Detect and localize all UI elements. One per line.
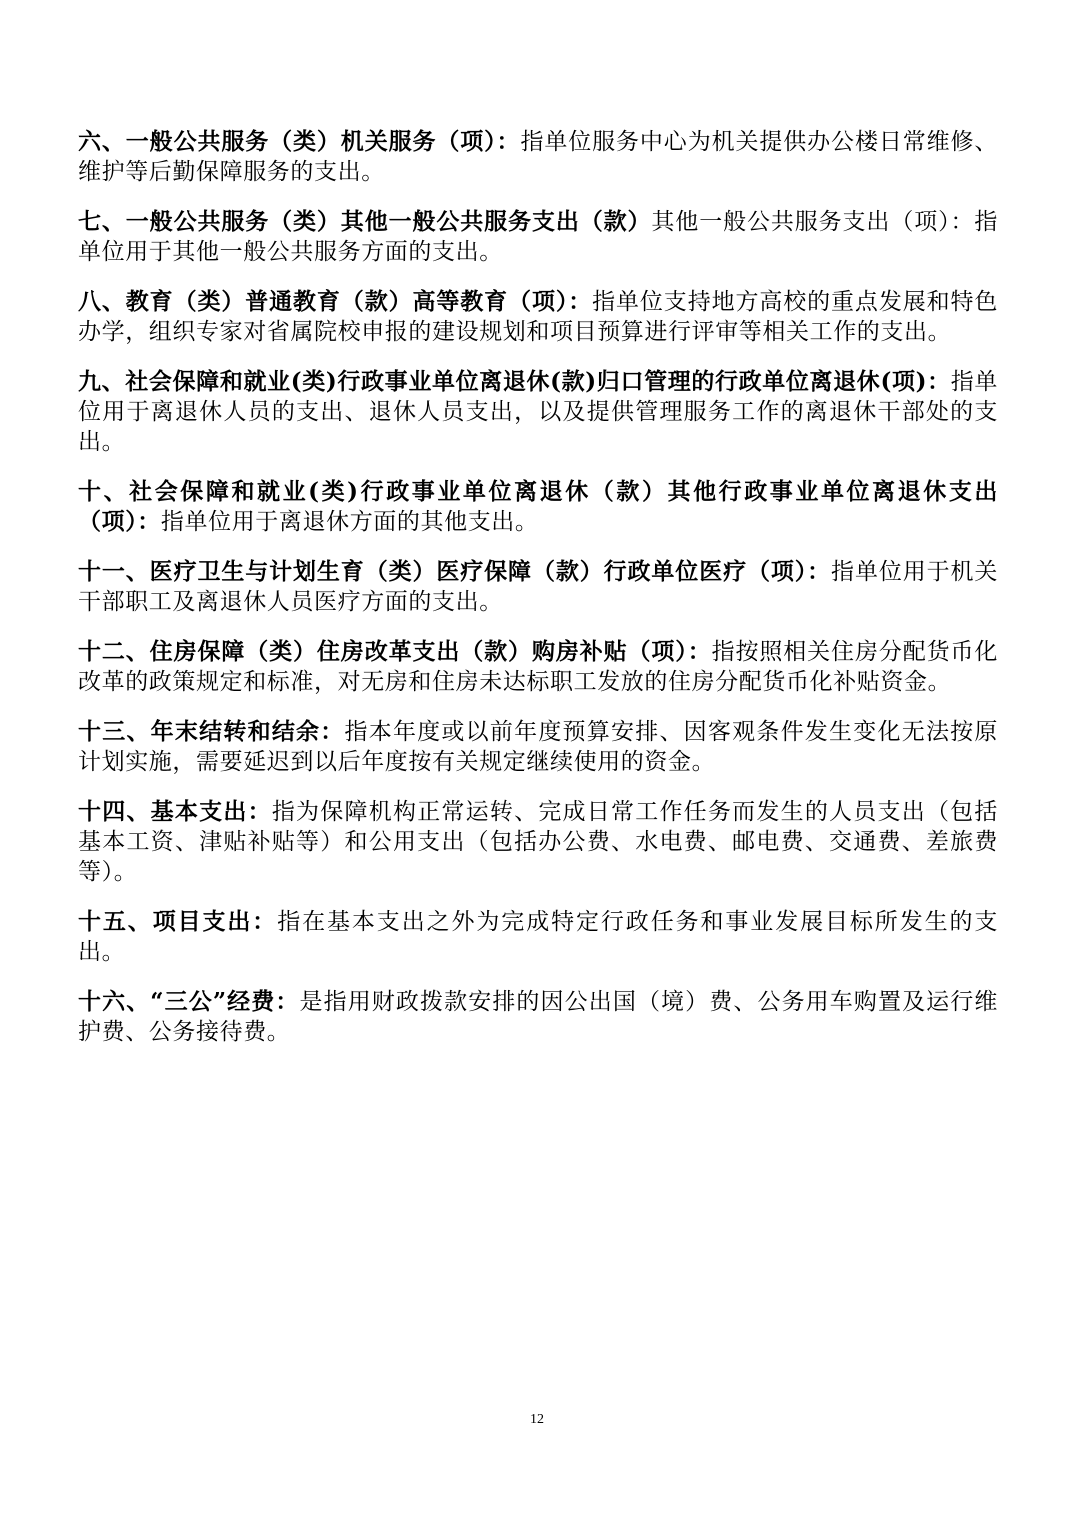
section-14 [78,797,998,887]
section-13 [78,717,998,777]
section-15 [78,907,998,967]
section-7 [78,207,998,267]
section-10 [78,477,998,537]
section-text: 指单位支持地方高校的重点发展和特色办学，组织专家对省属院校申报的建设规划和项目预算进行评审等相关工作的支出。 [78,289,998,345]
section-6 [78,127,998,187]
section-text: 指为保障机构正常运转、完成日常工作任务而发生的人员支出（包括基本工资、津贴补贴等）和公用支出（包括办公费、水电费、邮电费、交通费、差旅费等）。 [78,799,999,885]
section-11 [78,557,998,617]
section-text: 指单位服务中心为机关提供办公楼日常维修、维护等后勤保障服务的支出。 [78,129,998,185]
section-9 [78,367,998,457]
section-12 [78,637,998,697]
section-heading: 十一、医疗卫生与计划生育（类）医疗保障（款）行政单位医疗（项）： [78,558,832,585]
section-text: 指单位用于离退休人员的支出、退休人员支出，以及提供管理服务工作的离退休干部处的支出。 [78,369,999,455]
document-body [78,127,998,1067]
section-text: 其他一般公共服务支出（项）：指单位用于其他一般公共服务方面的支出。 [78,209,998,265]
section-heading: 八、教育（类）普通教育（款）高等教育（项）： [78,288,593,315]
section-text: 指在基本支出之外为完成特定行政任务和事业发展目标所发生的支出。 [78,909,998,965]
section-heading: 十二、住房保障（类）住房改革支出（款）购房补贴（项）： [78,638,712,665]
section-heading: 十五、项目支出： [78,908,278,935]
section-text: 指单位用于机关干部职工及离退休人员医疗方面的支出。 [78,559,998,615]
section-heading: 十四、基本支出： [78,798,272,825]
page-number: 12 [530,1412,544,1427]
section-heading: 六、一般公共服务（类）机关服务（项）： [78,128,521,155]
section-heading: 九、社会保障和就业(类)行政事业单位离退休(款)归口管理的行政单位离退休(项)： [78,368,951,395]
section-heading: 七、一般公共服务（类）其他一般公共服务支出（款） [78,208,652,235]
section-text: 指按照相关住房分配货币化改革的政策规定和标准，对无房和住房未达标职工发放的住房分配货币化补贴资金。 [78,639,999,695]
section-text: 指本年度或以前年度预算安排、因客观条件发生变化无法按原计划实施，需要延迟到以后年度按有关规定继续使用的资金。 [78,719,998,775]
section-heading: 十、社会保障和就业(类)行政事业单位离退休（款）其他行政事业单位离退休支出（项）： [78,478,998,535]
section-16 [78,987,998,1047]
section-text: 是指用财政拨款安排的因公出国（境）费、公务用车购置及运行维护费、公务接待费。 [78,989,998,1045]
section-heading: 十六、“三公”经费： [78,988,300,1015]
section-text: 指单位用于离退休方面的其他支出。 [160,509,539,535]
section-heading: 十三、年末结转和结余： [78,718,345,745]
section-8 [78,287,998,347]
